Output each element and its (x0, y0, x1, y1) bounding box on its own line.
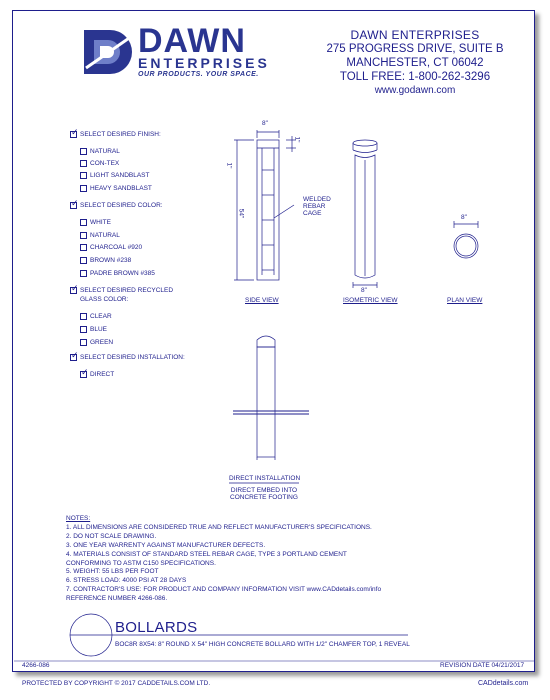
option-finish-contex[interactable]: CON-TEX (80, 160, 119, 168)
caddetails-link[interactable]: CADdetails.com (478, 680, 529, 687)
company-logo (138, 22, 270, 80)
checkbox-icon[interactable] (80, 270, 87, 277)
note-line: 4. MATERIALS CONSIST OF STANDARD STEEL REBAR CAGE, TYPE 3 PORTLAND CEMENT (66, 550, 347, 558)
option-color-padre-brown[interactable]: PADRE BROWN #385 (80, 270, 155, 278)
plan-dim: 8" (461, 214, 467, 221)
checkbox-icon[interactable] (80, 326, 87, 333)
company-name: DAWN ENTERPRISES (350, 28, 480, 42)
revision-date: REVISION DATE 04/21/2017 (440, 662, 525, 669)
option-finish-natural[interactable]: NATURAL (80, 148, 120, 156)
copyright: PROTECTED BY COPYRIGHT © 2017 CADDETAILS.COM LTD. (22, 680, 211, 687)
checkbox-icon[interactable] (80, 371, 87, 378)
checkbox-icon[interactable] (80, 148, 87, 155)
checkbox-icon[interactable] (80, 232, 87, 239)
logo-name: DAWN (138, 22, 246, 60)
finish-checkbox[interactable] (70, 131, 77, 138)
option-color-charcoal[interactable]: CHARCOAL #920 (80, 244, 142, 252)
company-address2: MANCHESTER, CT 06042 (346, 57, 484, 69)
company-phone: TOLL FREE: 1-800-262-3296 (339, 71, 491, 83)
note-line: 2. DO NOT SCALE DRAWING. (66, 532, 157, 540)
checkbox-icon[interactable] (80, 244, 87, 251)
checkbox-icon[interactable] (80, 219, 87, 226)
notes-block (66, 515, 381, 604)
color-heading: ✓SELECT DESIRED COLOR: (70, 202, 163, 210)
checkbox-icon[interactable] (80, 172, 87, 179)
note-line: 3. ONE YEAR WARRENTY AGAINST MANUFACTURER DEFECTS. (66, 541, 266, 549)
note-line: 5. WEIGHT: 55 LBS PER FOOT (66, 568, 159, 576)
option-color-white[interactable]: WHITE (80, 219, 111, 227)
checkbox-icon[interactable] (80, 339, 87, 346)
glass-checkbox[interactable] (70, 287, 77, 294)
iso-width-dim: 8" (361, 287, 367, 294)
isometric-view-label: ISOMETRIC VIEW (343, 297, 398, 304)
direct-installation-label: DIRECT INSTALLATION (229, 475, 301, 482)
plan-view-label: PLAN VIEW (447, 297, 483, 304)
side-width-dim: 8" (262, 120, 268, 127)
checkbox-icon[interactable] (80, 257, 87, 264)
glass-heading: ✓SELECT DESIRED RECYCLED (70, 287, 173, 295)
drawing-subtitle: BOC8R 8X54: 8" ROUND X 54" HIGH CONCRETE BOLLARD WITH 1/2" CHAMFER TOP, 1 REVEAL (115, 641, 410, 648)
option-color-brown[interactable]: BROWN #238 (80, 257, 131, 265)
rebar-callout: WELDED REBAR CAGE (303, 196, 331, 217)
note-line: CONFORMING TO ASTM C150 SPECIFICATIONS. (66, 559, 216, 567)
option-finish-light-sandblast[interactable]: LIGHT SANDBLAST (80, 172, 149, 180)
company-address1: 275 PROGRESS DRIVE, SUITE B (326, 43, 504, 55)
checkbox-icon[interactable] (80, 313, 87, 320)
checkbox-icon[interactable] (80, 160, 87, 167)
option-installation-direct[interactable]: ✓DIRECT (80, 371, 114, 379)
installation-checkbox[interactable] (70, 354, 77, 361)
color-checkbox[interactable] (70, 202, 77, 209)
option-glass-blue[interactable]: BLUE (80, 326, 107, 334)
checkbox-icon[interactable] (80, 185, 87, 192)
side-view-label: SIDE VIEW (245, 297, 279, 304)
reference-number: 4266-086 (22, 662, 50, 669)
note-line: 7. CONTRACTOR'S USE: FOR PRODUCT AND COMPANY INFORMATION VISIT www.CADdetails.com/info (66, 586, 382, 594)
company-website: www.godawn.com (374, 85, 456, 96)
drawing-title: BOLLARDS (115, 619, 198, 636)
installation-heading: ✓SELECT DESIRED INSTALLATION: (70, 354, 185, 362)
finish-heading: ✓SELECT DESIRED FINISH: (70, 131, 161, 139)
notes-heading: NOTES: (66, 515, 91, 522)
side-top2-dim: 1" (225, 162, 233, 169)
logo-sub: ENTERPRISES (138, 55, 270, 71)
option-glass-green[interactable]: GREEN (80, 339, 113, 347)
note-line: REFERENCE NUMBER 4266-086. (66, 595, 168, 603)
dawn-logo-icon (82, 28, 138, 76)
side-height-dim: 54" (237, 208, 245, 219)
glass-heading-line2: GLASS COLOR: (80, 296, 129, 303)
option-glass-clear[interactable]: CLEAR (80, 313, 112, 321)
option-finish-heavy-sandblast[interactable]: HEAVY SANDBLAST (80, 185, 152, 193)
company-info (300, 28, 530, 98)
option-color-natural[interactable]: NATURAL (80, 232, 120, 240)
note-line: 6. STRESS LOAD: 4000 PSI AT 28 DAYS (66, 577, 187, 585)
note-line: 1. ALL DIMENSIONS ARE CONSIDERED TRUE AND REFLECT MANUFACTURER'S SPECIFICATIONS. (66, 523, 372, 531)
logo-tagline: OUR PRODUCTS. YOUR SPACE. (138, 71, 259, 78)
direct-installation-desc: DIRECT EMBED INTO CONCRETE FOOTING (230, 487, 298, 501)
side-top-dim: 1" (293, 136, 301, 143)
